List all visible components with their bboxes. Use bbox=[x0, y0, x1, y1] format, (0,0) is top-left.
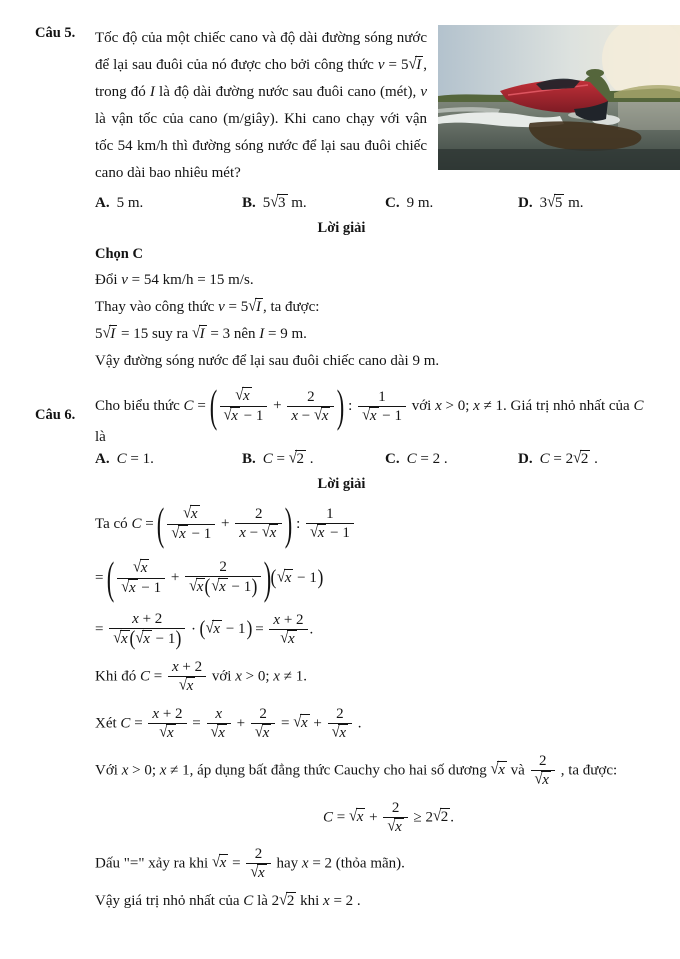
q6-solution-line-3: = x + 2 √x ( √x − 1 ) · ( √x − 1 ) = $\frac{x + 2}{√x}$ . bbox=[95, 610, 314, 650]
q6-answer-option-a bbox=[95, 451, 242, 468]
q5-answers-row bbox=[95, 194, 680, 213]
q6-solution-line-6: Với x > 0; x ≠ 1, áp dụng bất đẳng thức Cauchy cho hai số dương √x và $\frac{2}{√x}$ , ta được: bbox=[95, 752, 618, 788]
answer-body: 9 m. bbox=[406, 194, 434, 211]
answer-key: A. bbox=[95, 450, 110, 467]
q6-solution-line-1: Ta có C = ( $\frac{√x}{√x - 1}$ + $\frac{2}{x - √x}$ ) : $\frac{1}{√x - 1}$ bbox=[95, 502, 648, 547]
answer-body: C = 2√2 . bbox=[539, 449, 598, 468]
answer-key: C. bbox=[385, 194, 400, 211]
q5-chosen-answer: Chọn C bbox=[95, 245, 143, 262]
q5-answer-option-c bbox=[385, 195, 518, 212]
q5-solution-line-2: Thay vào công thức v = 5√I , ta được: bbox=[95, 297, 320, 315]
q6-answer-option-d bbox=[518, 450, 648, 469]
q5-solution-line-4: Vậy đường sóng nước để lại sau đuôi chiếc cano dài 9 m. bbox=[95, 353, 440, 370]
question-6-label: Câu 6. bbox=[35, 406, 76, 423]
question-6-block bbox=[35, 381, 648, 911]
q6-solution-line-5: Xét C = $\frac{x + 2}{√x}$ = $\frac{x}{√x}$ + $\frac{2}{√x}$ = √x + $\frac{2}{√x}$ . bbox=[95, 706, 362, 742]
q6-solution-line-4: Khi đó C = $\frac{x + 2}{√x}$ với x > 0; x ≠ 1. bbox=[95, 659, 307, 695]
q5-solution bbox=[95, 246, 648, 370]
q6-answer-option-c bbox=[385, 451, 518, 468]
q5-answer-option-d bbox=[518, 194, 680, 213]
question-6-text: Cho biểu thức C = ( $\frac{√x}{√x - 1}$ + $\frac{2}{x - √x}$ ) : $\frac{1}{√x - 1}$ với x > 0; x ≠ 1. Giá trị nhỏ nhất của C là bbox=[95, 381, 644, 446]
answer-key: C. bbox=[385, 450, 400, 467]
q6-solution-heading: Lời giải bbox=[317, 475, 366, 492]
question-5-label: Câu 5. bbox=[35, 25, 76, 41]
question-5-text: Tốc độ của một chiếc cano và độ dài đường sóng nước để lại sau đuôi của nó được cho bởi công thức v = 5√I , trong đó I là độ dài đường nước sau đuôi cano (mét), v là vận tốc của cano (m/giây). Khi cano chạy với vận tốc 54 km/h thì đường sóng nước để lại sau đuôi chiếc cano dài bao nhiêu mét? bbox=[95, 30, 427, 181]
answer-key: B. bbox=[242, 195, 256, 211]
water-sheen bbox=[618, 102, 680, 130]
water-foreground bbox=[438, 149, 680, 170]
q5-solution-heading: Lời giải bbox=[317, 219, 366, 236]
answer-body: 5√3 m. bbox=[262, 193, 307, 211]
question-5-block bbox=[35, 25, 648, 370]
answer-body: 3√5 m. bbox=[539, 193, 584, 211]
answer-key: D. bbox=[518, 195, 533, 211]
q5-answer-option-a bbox=[95, 195, 242, 212]
boat-photo-illustration bbox=[438, 25, 680, 170]
question-5-main bbox=[95, 25, 680, 213]
boat-photo bbox=[438, 25, 680, 170]
q6-answers-row bbox=[95, 450, 648, 469]
answer-key: A. bbox=[95, 194, 110, 211]
answer-key: D. bbox=[518, 451, 533, 468]
q5-solution-line-1: Đổi v = 54 km/h = 15 m/s. bbox=[95, 271, 254, 288]
answer-body: 5 m. bbox=[116, 194, 144, 211]
answer-key: B. bbox=[242, 451, 256, 468]
q5-answer-option-b bbox=[242, 194, 385, 213]
q6-answer-option-b bbox=[242, 450, 385, 469]
answer-body: C = 1. bbox=[116, 450, 154, 467]
q5-solution-line-3: 5√I = 15 suy ra √I = 3 nên I = 9 m. bbox=[95, 325, 307, 343]
palm-top bbox=[586, 69, 604, 77]
q6-solution-line-8: Dấu "=" xảy ra khi √x = $\frac{2}{√x}$ hay x = 2 (thỏa mãn). bbox=[95, 846, 405, 882]
answer-body: C = √2 . bbox=[262, 449, 314, 468]
q6-solution-line-7: C = √x + $\frac{2}{√x}$ ≥ 2√2 . bbox=[323, 799, 454, 835]
q6-solution-line-2: = ( $\frac{√x}{√x - 1}$ + 2 √x ( √x − 1 ) ) ( √x − 1 ) bbox=[95, 552, 324, 603]
q6-solution bbox=[95, 498, 648, 911]
answer-body: C = 2 . bbox=[406, 450, 448, 467]
q6-solution-line-9: Vậy giá trị nhỏ nhất của C là 2√2 khi x = 2 . bbox=[95, 891, 361, 909]
